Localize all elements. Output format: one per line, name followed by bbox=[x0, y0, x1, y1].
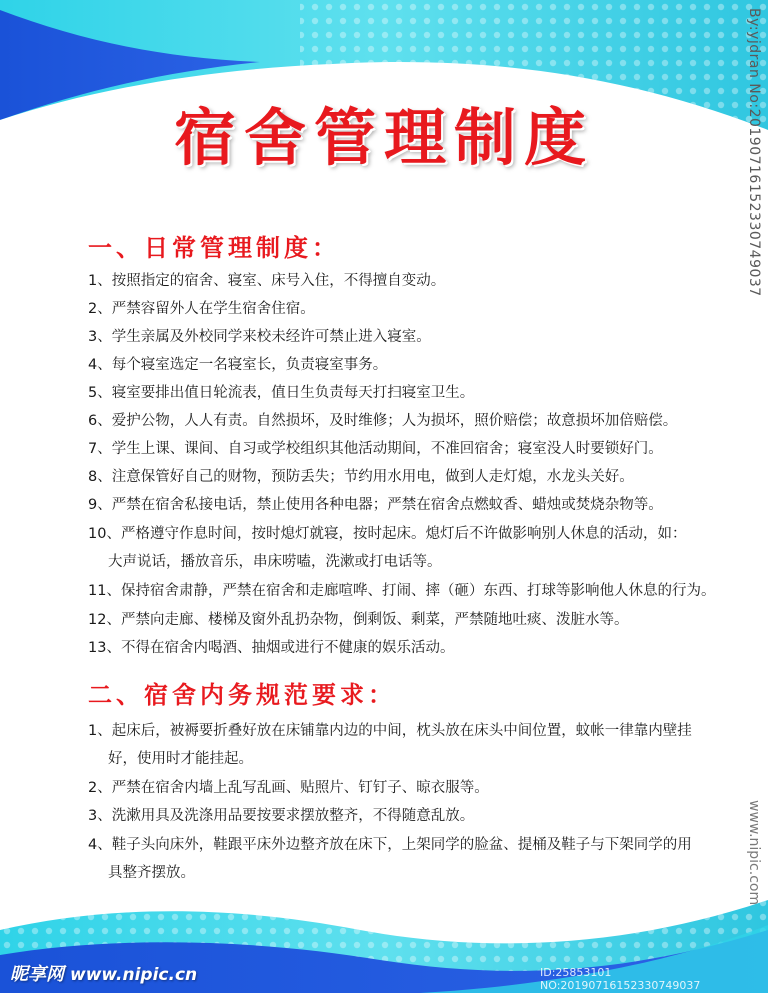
watermark-id-text: ID:25853101 NO:20190716152330749037 bbox=[540, 966, 701, 992]
list-item: 4、鞋子头向床外，鞋跟平床外边整齐放在床下，上架同学的脸盆、提桶及鞋子与下架同学的用 bbox=[88, 837, 692, 853]
list-item: 5、寝室要排出值日轮流表，值日生负责每天打扫寝室卫生。 bbox=[88, 385, 475, 401]
list-item: 3、学生亲属及外校同学来校未经许可禁止进入寝室。 bbox=[88, 329, 431, 345]
watermark-site-text: www.nipic.com bbox=[746, 800, 762, 906]
list-item: 1、起床后，被褥要折叠好放在床铺靠内边的中间，枕头放在床头中间位置，蚊帐一律靠内壁挂 bbox=[88, 723, 692, 739]
page-title: 宿舍管理制度 bbox=[173, 101, 594, 174]
list-item: 9、严禁在宿舍私接电话，禁止使用各种电器；严禁在宿舍点燃蚊香、蜡烛或焚烧杂物等。 bbox=[88, 497, 663, 513]
list-item: 10、严格遵守作息时间，按时熄灯就寝，按时起床。熄灯后不许做影响别人休息的活动，如： bbox=[88, 526, 687, 542]
list-item: 2、严禁容留外人在学生宿舍住宿。 bbox=[88, 301, 315, 317]
list-item: 7、学生上课、课间、自习或学校组织其他活动期间，不准回宿舍；寝室没人时要锁好门。 bbox=[88, 441, 663, 457]
list-item: 12、严禁向走廊、楼梯及窗外乱扔杂物，倒剩饭、剩菜，严禁随地吐痰、泼脏水等。 bbox=[88, 612, 629, 628]
watermark-logo-name: 昵享网 bbox=[10, 964, 64, 985]
watermark-logo-url: www.nipic.cn bbox=[70, 965, 198, 985]
watermark-side-text: By:yjdran No:20190716152330749037 bbox=[746, 8, 762, 297]
list-item: 13、不得在宿舍内喝酒、抽烟或进行不健康的娱乐活动。 bbox=[88, 640, 455, 656]
section-heading-daily: 一、日常管理制度： bbox=[88, 234, 340, 262]
list-item-continuation: 好，使用时才能挂起。 bbox=[108, 751, 253, 767]
list-item: 4、每个寝室选定一名寝室长，负责寝室事务。 bbox=[88, 357, 388, 373]
list-item: 8、注意保管好自己的财物，预防丢失；节约用水用电，做到人走灯熄，水龙头关好。 bbox=[88, 469, 634, 485]
list-item: 1、按照指定的宿舍、寝室、床号入住，不得擅自变动。 bbox=[88, 273, 446, 289]
list-item-continuation: 具整齐摆放。 bbox=[108, 865, 195, 881]
section-heading-housekeeping: 二、宿舍内务规范要求： bbox=[88, 681, 396, 709]
list-item: 6、爱护公物，人人有责。自然损坏，及时维修；人为损坏，照价赔偿；故意损坏加倍赔偿。 bbox=[88, 413, 678, 429]
list-item: 11、保持宿舍肃静，严禁在宿舍和走廊喧哗、打闹、摔（砸）东西、打球等影响他人休息的行为。 bbox=[88, 583, 716, 599]
watermark-logo bbox=[10, 960, 197, 986]
list-item: 2、严禁在宿舍内墙上乱写乱画、贴照片、钉钉子、晾衣服等。 bbox=[88, 780, 489, 796]
list-item-continuation: 大声说话，播放音乐，串床唠嗑，洗漱或打电话等。 bbox=[108, 554, 442, 570]
list-item: 3、洗漱用具及洗涤用品要按要求摆放整齐，不得随意乱放。 bbox=[88, 808, 475, 824]
